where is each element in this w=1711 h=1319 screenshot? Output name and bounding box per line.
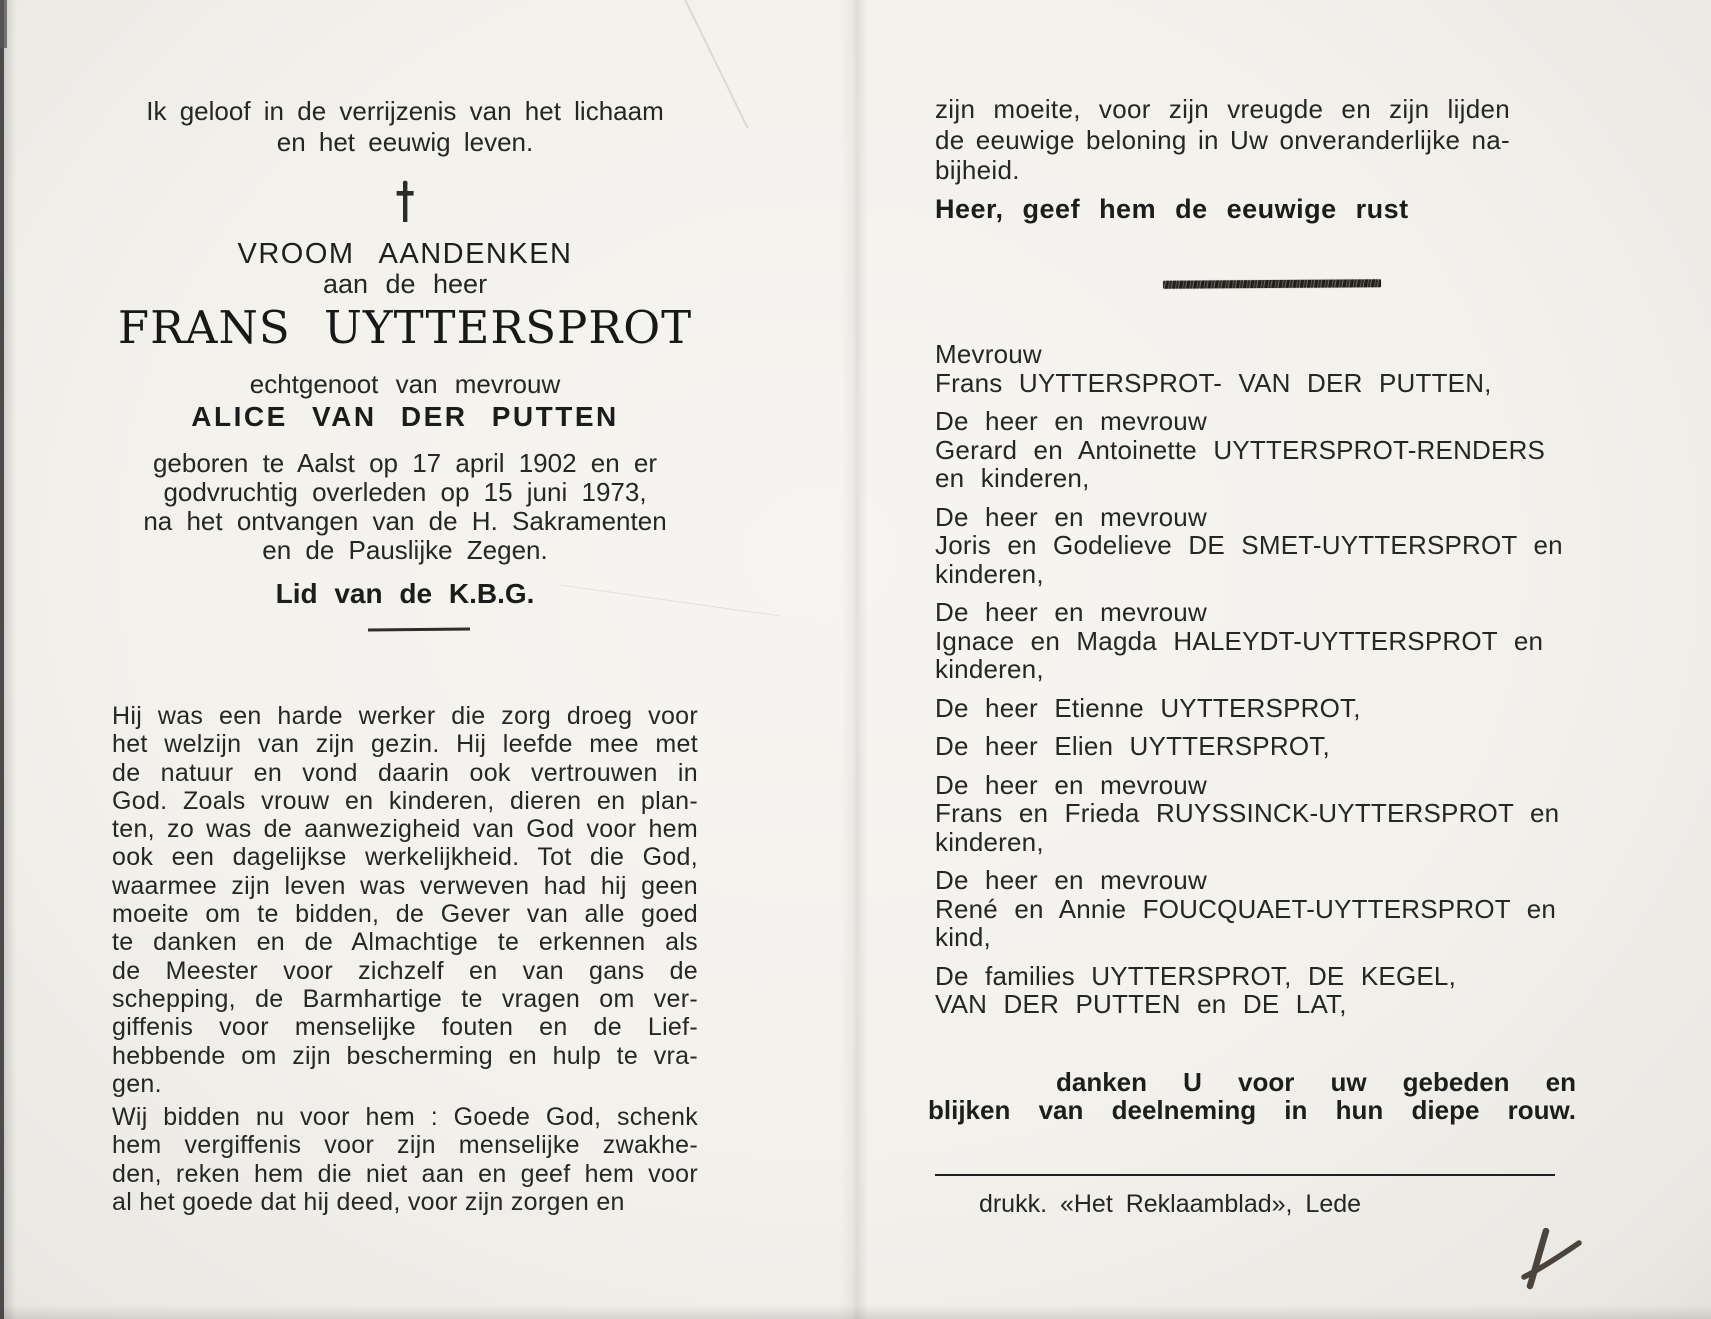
scan-bottom-shadow bbox=[0, 1305, 1711, 1319]
spouse-name-text: ALICE VAN DER PUTTEN bbox=[191, 401, 619, 432]
family-entry bbox=[935, 340, 1560, 397]
memorial-subheading bbox=[112, 269, 698, 300]
text-line: Hij was een harde werker die zorg droeg voor bbox=[112, 702, 698, 730]
text-line: zijn moeite, voor zijn vreugde en zijn lijden bbox=[935, 94, 1510, 124]
family-entry bbox=[935, 598, 1560, 684]
text-line: ten, zo was de aanwezigheid van God voor hem bbox=[112, 815, 698, 844]
requiem-line bbox=[935, 194, 1575, 225]
printer-credit bbox=[935, 1190, 1405, 1219]
family-entry-line: De families UYTTERSPROT, DE KEGEL, bbox=[935, 960, 1457, 991]
text-line: en het eeuwig leven. bbox=[276, 127, 534, 157]
family-entry bbox=[935, 501, 1563, 589]
family-entry bbox=[935, 732, 1560, 761]
memorial-heading bbox=[112, 238, 698, 271]
text-line: God. Zoals vrouw en kinderen, dieren en plan- bbox=[112, 786, 698, 815]
family-entry-line: De heer en mevrouw bbox=[935, 865, 1207, 895]
text-line: schepping, de Barmhartige te vragen om ver- bbox=[112, 984, 698, 1013]
family-entry-line: kinderen, bbox=[935, 654, 1044, 684]
text-line: Ik geloof in de verrijzenis van het lichaam bbox=[146, 96, 664, 126]
memorial-heading-text: VROOM AANDENKEN bbox=[237, 238, 573, 270]
text-line: giffenis voor menselijke fouten en de Lief- bbox=[112, 1013, 698, 1042]
family-entry-line: kinderen, bbox=[935, 826, 1044, 857]
family-entry-line: De heer Etienne UYTTERSPROT, bbox=[935, 692, 1361, 723]
text-line: moeite om te bidden, de Gever van alle goed bbox=[112, 900, 698, 929]
family-entry-line: Joris en Godelieve DE SMET-UYTTERSPROT en bbox=[935, 530, 1563, 560]
text-line: Wij bidden nu voor hem : Goede God, schenk bbox=[112, 1103, 698, 1131]
family-entry bbox=[935, 694, 1560, 723]
prayer-paragraph bbox=[112, 1103, 698, 1216]
family-entry-line: Mevrouw bbox=[935, 339, 1042, 369]
text-line: het welzijn van zijn gezin. Hij leefde mee met bbox=[112, 730, 698, 759]
deceased-name: FRANS UYTTERSPROT bbox=[117, 301, 693, 354]
text-line: blijken van deelneming in hun diepe rouw. bbox=[928, 1095, 1576, 1125]
decorative-divider-bar bbox=[1163, 279, 1381, 289]
text-line: te danken en de Almachtige te erkennen als bbox=[112, 928, 698, 957]
creed-text bbox=[112, 96, 698, 158]
family-entry bbox=[935, 771, 1560, 857]
section-divider-line bbox=[368, 628, 470, 632]
printer-credit-text: drukk. «Het Reklaamblad», Lede bbox=[978, 1190, 1362, 1218]
closing-thanks bbox=[928, 1068, 1576, 1124]
printer-divider-line bbox=[935, 1174, 1555, 1176]
text-line: geboren te Aalst op 17 april 1902 en er bbox=[152, 448, 658, 478]
latin-cross-icon bbox=[395, 180, 415, 224]
text-line: danken U voor uw gebeden en bbox=[1056, 1067, 1576, 1097]
family-entry-line: De heer Elien UYTTERSPROT, bbox=[935, 731, 1330, 761]
spouse-name bbox=[112, 401, 698, 433]
family-entry-line: De heer en mevrouw bbox=[935, 501, 1207, 532]
family-entry-line: kinderen, bbox=[935, 558, 1044, 589]
family-entry bbox=[935, 866, 1560, 952]
prayer-continuation bbox=[935, 94, 1510, 186]
life-dates bbox=[112, 449, 698, 565]
text-line: ook een dagelijkse werkelijkheid. Tot die God, bbox=[112, 843, 698, 872]
text-line: hem vergiffenis voor zijn menselijke zwakhe- bbox=[112, 1131, 698, 1160]
text-line: de eeuwige beloning in Uw onveranderlijke na- bbox=[935, 124, 1510, 155]
text-line: bijheid. bbox=[935, 155, 1020, 185]
text-line: hebbende om zijn bescherming en hulp te vra- bbox=[112, 1041, 698, 1070]
family-entry-line: René en Annie FOUCQUAET-UYTTERSPROT en bbox=[935, 893, 1557, 924]
membership-text: Lid van de K.B.G. bbox=[275, 578, 535, 609]
family-entry-line: De heer en mevrouw bbox=[935, 597, 1207, 627]
family-entry-line: De heer en mevrouw bbox=[935, 769, 1207, 800]
family-entry bbox=[935, 407, 1560, 493]
biography-paragraph bbox=[112, 702, 698, 1098]
family-entry-line: Frans UYTTERSPROT- VAN DER PUTTEN, bbox=[935, 367, 1492, 398]
text-line: godvruchtig overleden op 15 juni 1973, bbox=[163, 477, 647, 507]
family-entry-line: Frans en Frieda RUYSSINCK-UYTTERSPROT en bbox=[935, 798, 1560, 828]
text-line: de natuur en vond daarin ook vertrouwen in bbox=[112, 758, 698, 787]
text-line: gen. bbox=[112, 1069, 162, 1098]
scan-left-shadow bbox=[4, 0, 16, 1319]
requiem-text: Heer, geef hem de eeuwige rust bbox=[935, 194, 1409, 224]
family-entry-line: en kinderen, bbox=[935, 463, 1090, 493]
family-list bbox=[935, 339, 1563, 1029]
scan-corner-mark bbox=[0, 0, 7, 48]
text-line: den, reken hem die niet aan en geef hem voor bbox=[112, 1159, 698, 1188]
family-entry bbox=[935, 962, 1560, 1019]
spouse-label bbox=[112, 369, 698, 400]
family-entry-line: kind, bbox=[935, 922, 991, 952]
text-line: waarmee zijn leven was verweven had hij geen bbox=[112, 871, 698, 900]
memorial-subheading-text: aan de heer bbox=[322, 269, 488, 299]
family-entry-line: VAN DER PUTTEN en DE LAT, bbox=[935, 989, 1347, 1019]
center-fold bbox=[840, 0, 868, 1319]
family-entry-line: Gerard en Antoinette UYTTERSPROT-RENDERS bbox=[935, 434, 1546, 465]
text-line: en de Pauslijke Zegen. bbox=[262, 535, 548, 565]
text-line: al het goede dat hij deed, voor zijn zorgen en bbox=[112, 1187, 625, 1216]
family-entry-line: De heer en mevrouw bbox=[935, 406, 1207, 436]
membership-line bbox=[112, 578, 698, 610]
handwritten-x-icon bbox=[1518, 1228, 1582, 1290]
family-entry-line: Ignace en Magda HALEYDT-UYTTERSPROT en bbox=[935, 625, 1544, 656]
text-line: de Meester voor zichzelf en van gans de bbox=[112, 956, 698, 985]
text-line: na het ontvangen van de H. Sakramenten bbox=[143, 506, 667, 536]
spouse-label-text: echtgenoot van mevrouw bbox=[249, 369, 561, 399]
